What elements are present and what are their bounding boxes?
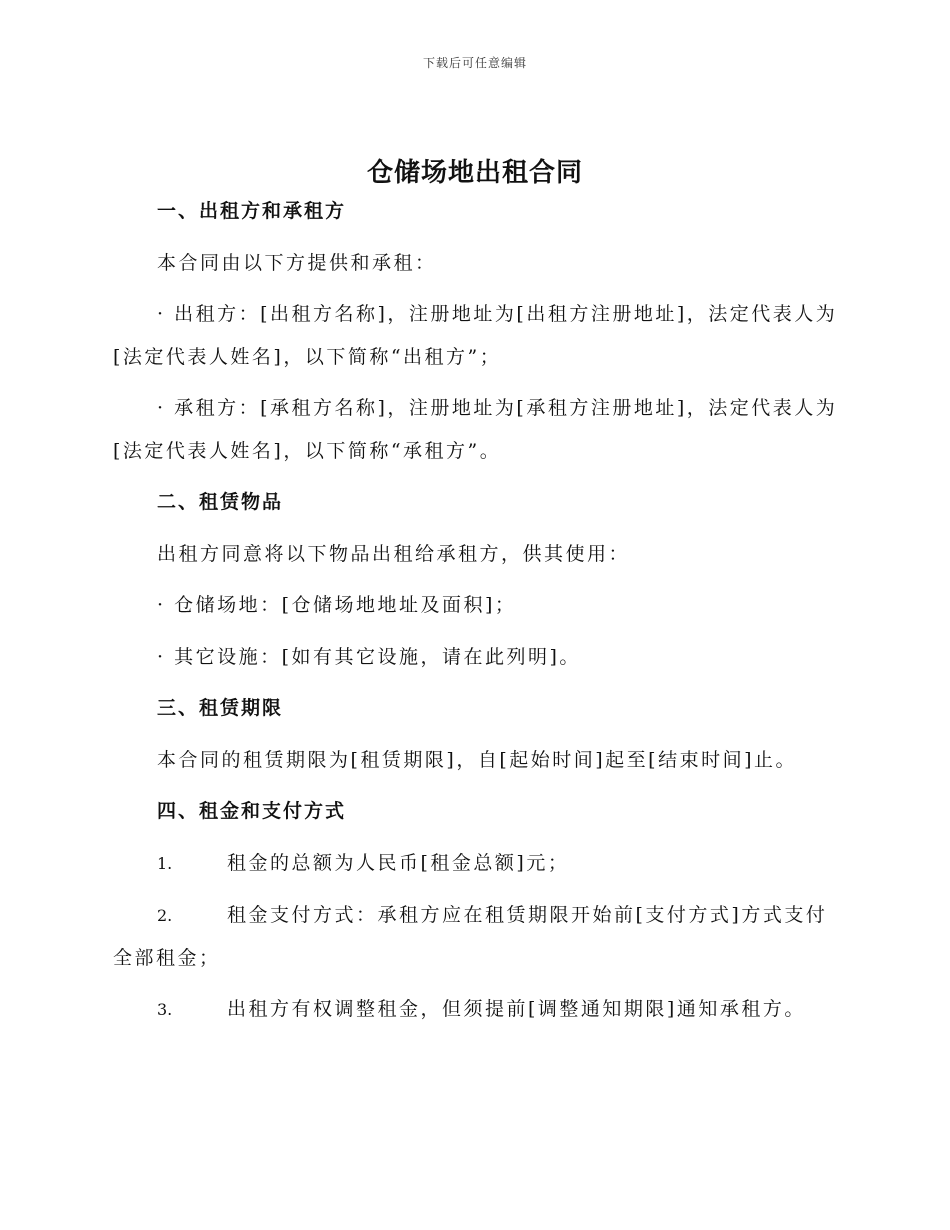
header-note: 下载后可任意编辑 <box>422 56 527 70</box>
section-2-heading: 二、租赁物品 <box>157 491 284 513</box>
lessor-line-2: [法定代表人姓名]，以下简称“出租方”； <box>113 346 502 368</box>
lessee-line-2: [法定代表人姓名]，以下简称“承租方”。 <box>113 440 502 462</box>
item-number: 3. <box>157 1000 173 1019</box>
item-text: 出租方有权调整租金，但须提前[调整通知期限]通知承租方。 <box>227 998 806 1020</box>
section-2-intro: 出租方同意将以下物品出租给承租方，供其使用： <box>157 543 631 565</box>
lessor-line-1: · 出租方：[出租方名称]，注册地址为[出租方注册地址]，法定代表人为 <box>157 303 838 325</box>
item-text: 租金支付方式：承租方应在租赁期限开始前[支付方式]方式支付 <box>227 904 828 926</box>
item-number: 2. <box>157 906 173 925</box>
lessee-line-1: · 承租方：[承租方名称]，注册地址为[承租方注册地址]，法定代表人为 <box>157 397 838 419</box>
payment-item-2 <box>157 894 827 937</box>
payment-item-2-continued: 全部租金； <box>113 947 221 969</box>
document-title: 仓储场地出租合同 <box>366 158 583 188</box>
section-1-heading: 一、出租方和承租方 <box>157 200 347 222</box>
payment-item-1 <box>157 842 569 885</box>
section-3-heading: 三、租赁期限 <box>157 697 284 719</box>
leased-item-warehouse: · 仓储场地：[仓储场地地址及面积]； <box>157 594 517 616</box>
leased-item-other: · 其它设施：[如有其它设施，请在此列明]。 <box>157 646 581 668</box>
item-text: 租金的总额为人民币[租金总额]元； <box>227 852 570 874</box>
section-3-text: 本合同的租赁期限为[租赁期限]，自[起始时间]起至[结束时间]止。 <box>157 749 797 771</box>
section-4-heading: 四、租金和支付方式 <box>157 800 347 822</box>
item-number: 1. <box>157 854 173 873</box>
section-1-intro: 本合同由以下方提供和承租： <box>157 252 437 274</box>
payment-item-3 <box>157 988 806 1031</box>
